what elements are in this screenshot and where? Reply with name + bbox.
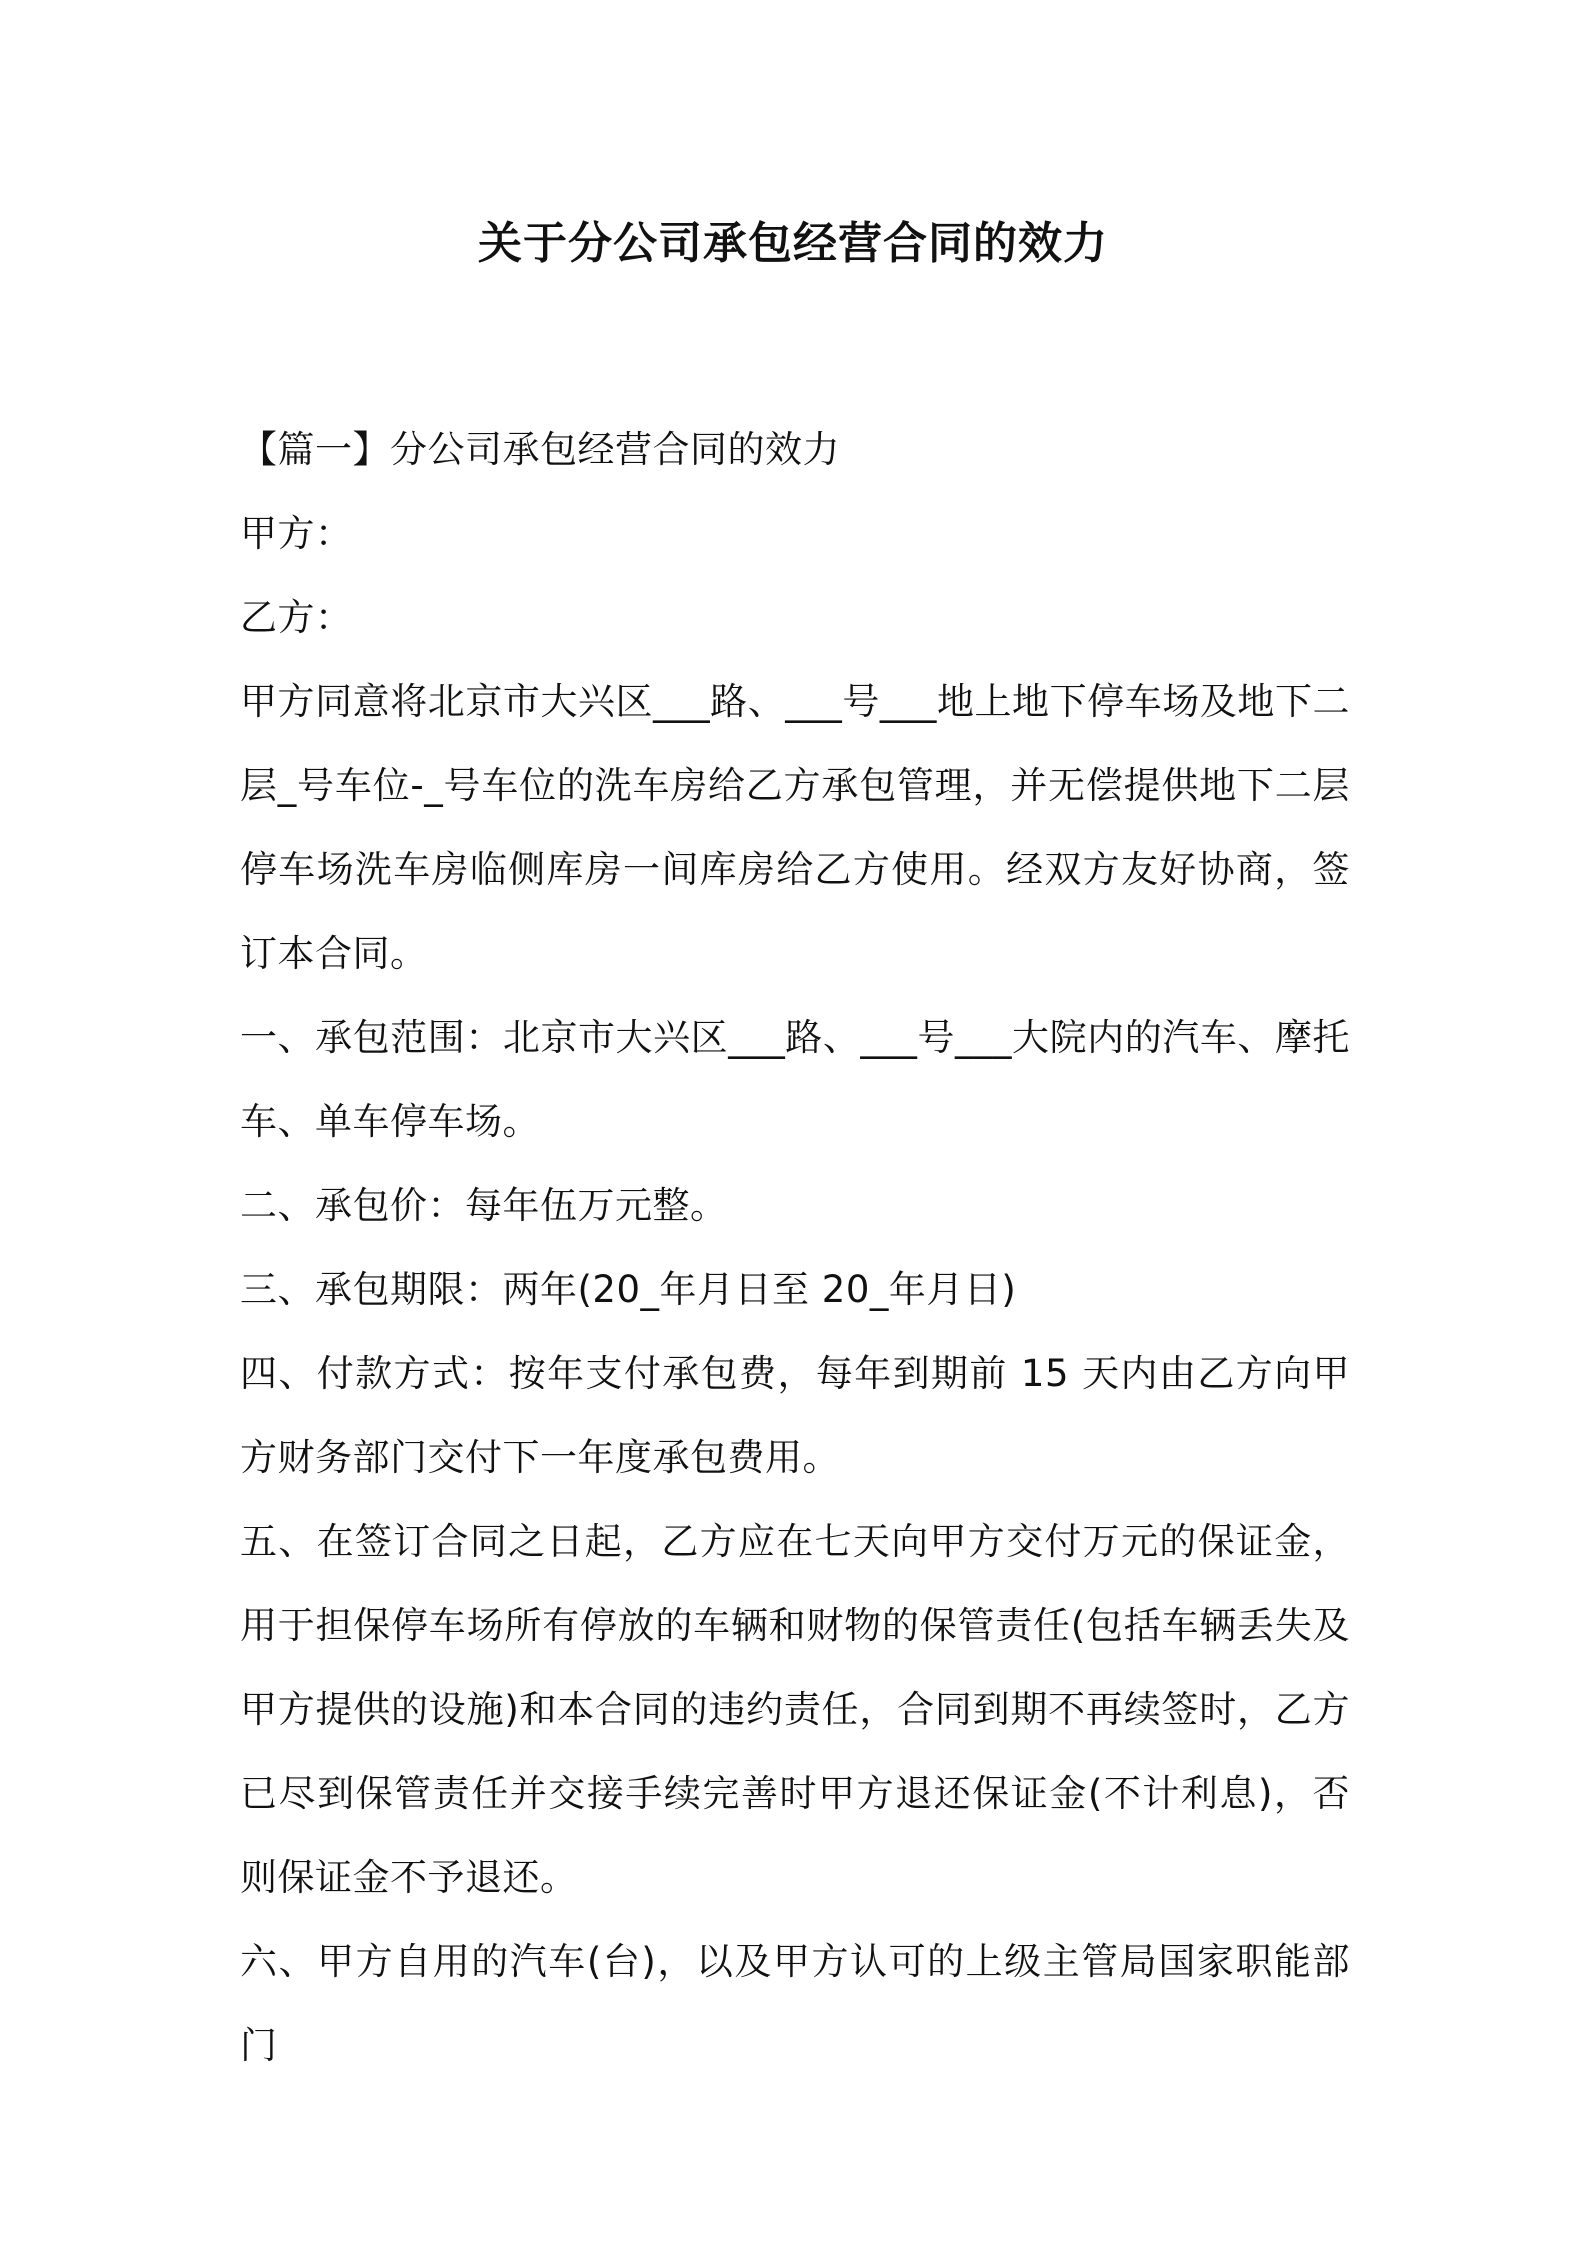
- clause-price: 二、承包价：每年伍万元整。: [240, 1184, 728, 1227]
- section-heading: 【篇一】分公司承包经营合同的效力: [240, 428, 840, 471]
- document-title: 关于分公司承包经营合同的效力: [478, 218, 1108, 269]
- party-a-line: 甲方：: [240, 512, 353, 555]
- clause-scope: 一、承包范围：北京市大兴区___路、___号___大院内的汽车、摩托车、单车停车场。: [240, 1016, 1350, 1143]
- preamble-paragraph: 甲方同意将北京市大兴区___路、___号___地上地下停车场及地下二层_号车位-_号车位的洗车房给乙方承包管理，并无偿提供地下二层停车场洗车房临侧库房一间库房给乙方使用。经双方友好协商，签订本合同。: [240, 680, 1350, 975]
- clause-payment: 四、付款方式：按年支付承包费，每年到期前 15 天内由乙方向甲方财务部门交付下一年度承包费用。: [240, 1352, 1350, 1479]
- clause-vehicles: 六、甲方自用的汽车(台)，以及甲方认可的上级主管局国家职能部门: [240, 1940, 1350, 2067]
- clause-term: 三、承包期限：两年(20_年月日至 20_年月日): [240, 1268, 1017, 1311]
- document-body: [240, 408, 1350, 2088]
- clause-deposit: 五、在签订合同之日起，乙方应在七天向甲方交付万元的保证金，用于担保停车场所有停放的车辆和财物的保管责任(包括车辆丢失及甲方提供的设施)和本合同的违约责任，合同到期不再续签时，乙方已尽到保管责任并交接手续完善时甲方退还保证金(不计利息)，否则保证金不予退还。: [240, 1520, 1350, 1899]
- party-b-line: 乙方：: [240, 596, 353, 639]
